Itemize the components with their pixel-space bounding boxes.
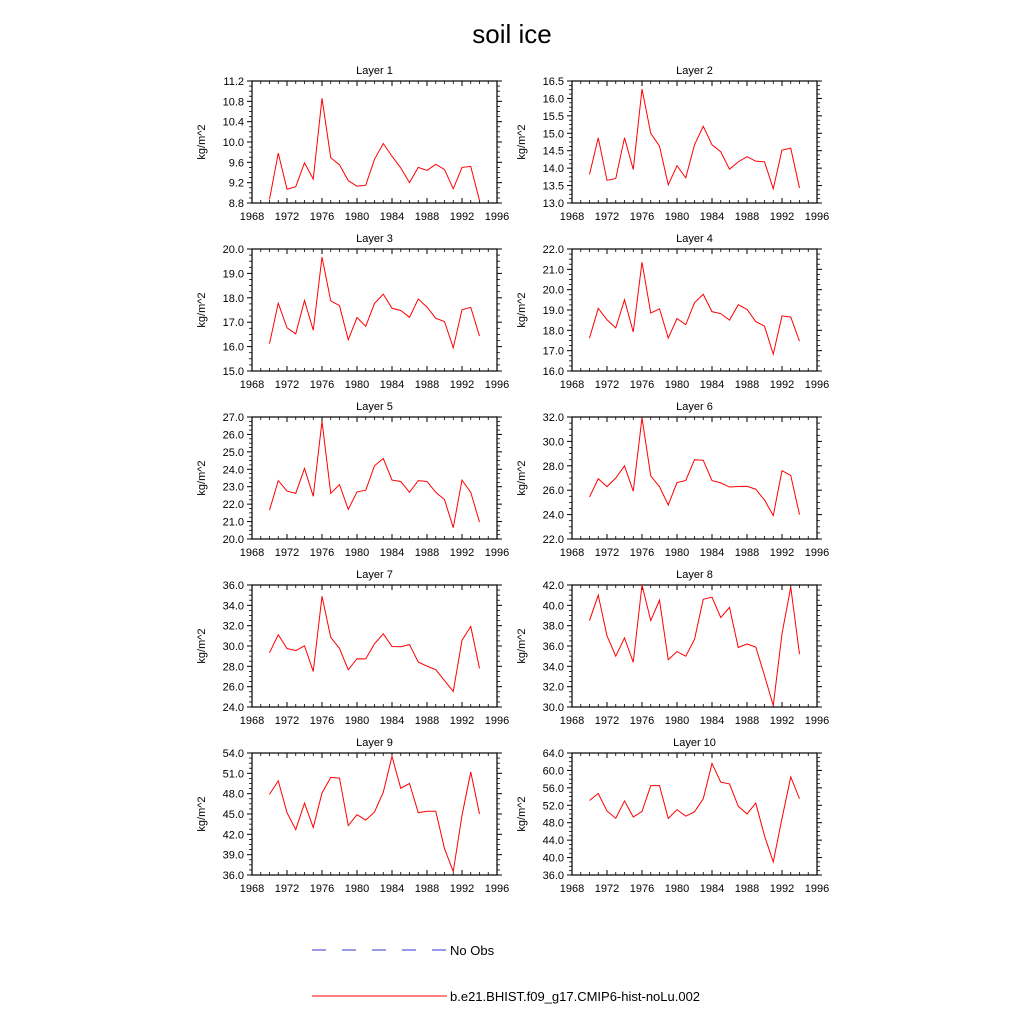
y-axis-label: kg/m^2 (196, 292, 208, 328)
y-tick-label: 39.0 (222, 849, 244, 862)
x-tick-label: 1968 (559, 211, 585, 223)
y-tick-label: 51.0 (222, 768, 244, 781)
y-tick-label: 24.0 (542, 509, 564, 522)
y-tick-label: 32.0 (222, 620, 244, 633)
x-tick-label: 1968 (239, 715, 265, 727)
y-axis-label: kg/m^2 (516, 628, 528, 664)
x-tick-label: 1984 (379, 379, 405, 391)
x-tick-label: 1968 (559, 547, 585, 559)
x-tick-label: 1968 (559, 379, 585, 391)
panel-title: Layer 1 (356, 65, 393, 77)
x-tick-label: 1992 (449, 211, 475, 223)
x-tick-label: 1996 (484, 379, 510, 391)
y-tick-label: 18.0 (542, 325, 564, 338)
y-tick-label: 30.0 (542, 436, 564, 449)
y-tick-label: 56.0 (542, 782, 564, 795)
panel-layer-7 (196, 569, 509, 727)
x-tick-label: 1972 (594, 379, 620, 391)
x-tick-label: 1968 (559, 883, 585, 895)
y-tick-label: 15.5 (542, 110, 564, 123)
y-tick-label: 23.0 (222, 481, 244, 494)
x-tick-label: 1980 (664, 715, 690, 727)
x-tick-label: 1996 (484, 547, 510, 559)
y-tick-label: 20.0 (542, 284, 564, 297)
x-tick-label: 1984 (699, 715, 725, 727)
x-tick-label: 1976 (309, 883, 335, 895)
x-tick-label: 1972 (594, 883, 620, 895)
x-tick-label: 1996 (484, 883, 510, 895)
x-tick-label: 1984 (699, 379, 725, 391)
x-tick-label: 1996 (804, 715, 830, 727)
x-tick-label: 1984 (379, 883, 405, 895)
y-tick-label: 9.2 (228, 177, 244, 190)
x-tick-label: 1980 (344, 211, 370, 223)
x-tick-label: 1992 (449, 379, 475, 391)
y-tick-label: 24.0 (222, 702, 244, 714)
plot-frame (252, 585, 497, 707)
x-tick-label: 1980 (664, 547, 690, 559)
panel-title: Layer 7 (356, 569, 393, 581)
y-tick-label: 22.0 (222, 499, 244, 512)
y-tick-label: 10.4 (222, 116, 244, 129)
x-tick-label: 1996 (804, 883, 830, 895)
x-tick-label: 1972 (274, 715, 300, 727)
legend-model-label: b.e21.BHIST.f09_g17.CMIP6-hist-noLu.002 (450, 989, 701, 1004)
panel-title: Layer 10 (673, 737, 716, 749)
y-tick-label: 32.0 (542, 681, 564, 694)
panel-title: Layer 9 (356, 737, 393, 749)
y-tick-label: 10.0 (222, 137, 244, 149)
x-tick-label: 1972 (274, 379, 300, 391)
legend-no-obs-label: No Obs (450, 943, 495, 958)
x-tick-label: 1988 (414, 547, 440, 559)
y-axis-label: kg/m^2 (196, 796, 208, 832)
panel-layer-3 (196, 233, 509, 391)
x-tick-label: 1984 (379, 547, 405, 559)
x-tick-label: 1980 (664, 211, 690, 223)
x-tick-label: 1972 (594, 211, 620, 223)
panel-title: Layer 8 (676, 569, 713, 581)
series-line-model (590, 418, 800, 516)
y-tick-label: 52.0 (542, 800, 564, 813)
y-tick-label: 22.0 (542, 244, 564, 256)
y-tick-label: 36.0 (222, 580, 244, 592)
x-tick-label: 1984 (379, 211, 405, 223)
panel-title: Layer 6 (676, 401, 713, 413)
x-tick-label: 1972 (594, 715, 620, 727)
y-tick-label: 13.0 (542, 198, 564, 210)
y-tick-label: 10.8 (222, 96, 244, 109)
x-tick-label: 1968 (239, 211, 265, 223)
panel-grid (196, 65, 829, 895)
panel-title: Layer 5 (356, 401, 393, 413)
plot-frame (252, 753, 497, 875)
y-axis-label: kg/m^2 (516, 460, 528, 496)
y-tick-label: 16.0 (542, 366, 564, 378)
x-tick-label: 1996 (804, 547, 830, 559)
y-tick-label: 17.0 (222, 317, 244, 330)
y-tick-label: 11.2 (223, 76, 244, 88)
y-tick-label: 16.0 (222, 341, 244, 354)
x-tick-label: 1988 (414, 715, 440, 727)
y-tick-label: 32.0 (542, 412, 564, 424)
plot-frame (252, 417, 497, 539)
y-tick-label: 36.0 (222, 870, 244, 882)
x-tick-label: 1996 (484, 715, 510, 727)
plot-frame (572, 81, 817, 203)
panel-title: Layer 3 (356, 233, 393, 245)
x-tick-label: 1968 (239, 547, 265, 559)
x-tick-label: 1988 (734, 883, 760, 895)
x-tick-label: 1988 (414, 211, 440, 223)
y-tick-label: 36.0 (542, 870, 564, 882)
x-tick-label: 1996 (484, 211, 510, 223)
x-tick-label: 1992 (769, 547, 795, 559)
y-tick-label: 20.0 (222, 244, 244, 256)
x-tick-label: 1984 (379, 715, 405, 727)
y-tick-label: 40.0 (542, 600, 564, 613)
y-tick-label: 16.5 (542, 76, 564, 88)
y-tick-label: 60.0 (542, 765, 564, 778)
x-tick-label: 1980 (664, 379, 690, 391)
x-tick-label: 1976 (629, 883, 655, 895)
series-line-model (270, 596, 480, 691)
x-tick-label: 1968 (559, 715, 585, 727)
y-tick-label: 15.0 (222, 366, 244, 378)
x-tick-label: 1972 (274, 211, 300, 223)
y-tick-label: 21.0 (542, 264, 564, 277)
x-tick-label: 1984 (699, 547, 725, 559)
x-tick-label: 1988 (414, 883, 440, 895)
x-tick-label: 1996 (804, 211, 830, 223)
y-tick-label: 24.0 (222, 464, 244, 477)
x-tick-label: 1988 (734, 379, 760, 391)
y-tick-label: 28.0 (542, 460, 564, 473)
x-tick-label: 1996 (804, 379, 830, 391)
panel-layer-6 (516, 401, 829, 559)
plot-frame (252, 81, 497, 203)
y-tick-label: 30.0 (222, 641, 244, 653)
y-axis-label: kg/m^2 (196, 124, 208, 160)
x-tick-label: 1988 (734, 715, 760, 727)
y-axis-label: kg/m^2 (516, 292, 528, 328)
x-tick-label: 1980 (344, 547, 370, 559)
panel-layer-4 (516, 233, 829, 391)
plot-frame (252, 249, 497, 371)
y-tick-label: 26.0 (542, 485, 564, 498)
y-tick-label: 26.0 (222, 681, 244, 694)
series-line-model (270, 756, 480, 871)
y-tick-label: 14.5 (542, 145, 564, 158)
x-tick-label: 1980 (664, 883, 690, 895)
y-tick-label: 17.0 (542, 345, 564, 358)
y-tick-label: 42.0 (222, 829, 244, 842)
legend (312, 943, 700, 1004)
x-tick-label: 1992 (449, 547, 475, 559)
y-axis-label: kg/m^2 (516, 124, 528, 160)
x-tick-label: 1972 (274, 547, 300, 559)
series-line-model (270, 257, 480, 348)
series-line-model (590, 262, 800, 354)
x-tick-label: 1968 (239, 883, 265, 895)
x-tick-label: 1988 (734, 211, 760, 223)
x-tick-label: 1992 (449, 715, 475, 727)
y-tick-label: 26.0 (222, 429, 244, 442)
x-tick-label: 1980 (344, 379, 370, 391)
panel-layer-10 (516, 737, 829, 895)
y-tick-label: 34.0 (542, 661, 564, 674)
y-tick-label: 14.0 (542, 163, 564, 176)
x-tick-label: 1976 (629, 547, 655, 559)
x-tick-label: 1976 (309, 547, 335, 559)
y-tick-label: 8.8 (228, 198, 244, 210)
panel-layer-8 (516, 569, 829, 727)
series-line-model (270, 421, 480, 527)
x-tick-label: 1992 (769, 379, 795, 391)
y-tick-label: 20.0 (222, 534, 244, 546)
y-axis-label: kg/m^2 (196, 460, 208, 496)
x-tick-label: 1980 (344, 715, 370, 727)
y-tick-label: 19.0 (222, 268, 244, 281)
series-line-model (590, 763, 800, 861)
y-tick-label: 44.0 (542, 835, 564, 848)
y-tick-label: 34.0 (222, 600, 244, 613)
y-tick-label: 13.5 (542, 180, 564, 193)
panel-layer-9 (196, 737, 509, 895)
y-tick-label: 30.0 (542, 702, 564, 714)
y-tick-label: 9.6 (228, 157, 244, 170)
y-tick-label: 40.0 (542, 852, 564, 865)
y-tick-label: 21.0 (222, 516, 244, 529)
panel-layer-5 (196, 401, 509, 559)
plot-frame (572, 753, 817, 875)
y-tick-label: 18.0 (222, 292, 244, 305)
x-tick-label: 1984 (699, 211, 725, 223)
x-tick-label: 1988 (414, 379, 440, 391)
plot-frame (572, 249, 817, 371)
x-tick-label: 1984 (699, 883, 725, 895)
y-tick-label: 22.0 (542, 534, 564, 546)
y-tick-label: 28.0 (222, 661, 244, 674)
x-tick-label: 1976 (309, 715, 335, 727)
series-line-model (590, 585, 800, 705)
panel-layer-2 (516, 65, 829, 223)
x-tick-label: 1992 (769, 883, 795, 895)
y-tick-label: 15.0 (542, 128, 564, 141)
x-tick-label: 1992 (449, 883, 475, 895)
x-tick-label: 1976 (629, 379, 655, 391)
y-axis-label: kg/m^2 (196, 628, 208, 664)
panel-layer-1 (196, 65, 509, 223)
x-tick-label: 1980 (344, 883, 370, 895)
figure-title: soil ice (472, 19, 552, 49)
x-tick-label: 1988 (734, 547, 760, 559)
panel-title: Layer 4 (676, 233, 713, 245)
y-tick-label: 54.0 (222, 748, 244, 760)
x-tick-label: 1968 (239, 379, 265, 391)
y-tick-label: 48.0 (542, 817, 564, 830)
x-tick-label: 1976 (309, 379, 335, 391)
y-axis-label: kg/m^2 (516, 796, 528, 832)
y-tick-label: 19.0 (542, 305, 564, 317)
y-tick-label: 48.0 (222, 788, 244, 801)
series-line-model (590, 89, 800, 189)
y-tick-label: 64.0 (542, 748, 564, 760)
y-tick-label: 27.0 (222, 412, 244, 424)
x-tick-label: 1976 (629, 211, 655, 223)
y-tick-label: 36.0 (542, 641, 564, 653)
x-tick-label: 1992 (769, 715, 795, 727)
y-tick-label: 25.0 (222, 446, 244, 459)
series-line-model (270, 98, 480, 200)
x-tick-label: 1992 (769, 211, 795, 223)
x-tick-label: 1976 (629, 715, 655, 727)
x-tick-label: 1976 (309, 211, 335, 223)
y-tick-label: 16.0 (542, 93, 564, 106)
x-tick-label: 1972 (274, 883, 300, 895)
panel-title: Layer 2 (676, 65, 713, 77)
y-tick-label: 45.0 (222, 809, 244, 821)
y-tick-label: 42.0 (542, 580, 564, 592)
x-tick-label: 1972 (594, 547, 620, 559)
y-tick-label: 38.0 (542, 620, 564, 633)
